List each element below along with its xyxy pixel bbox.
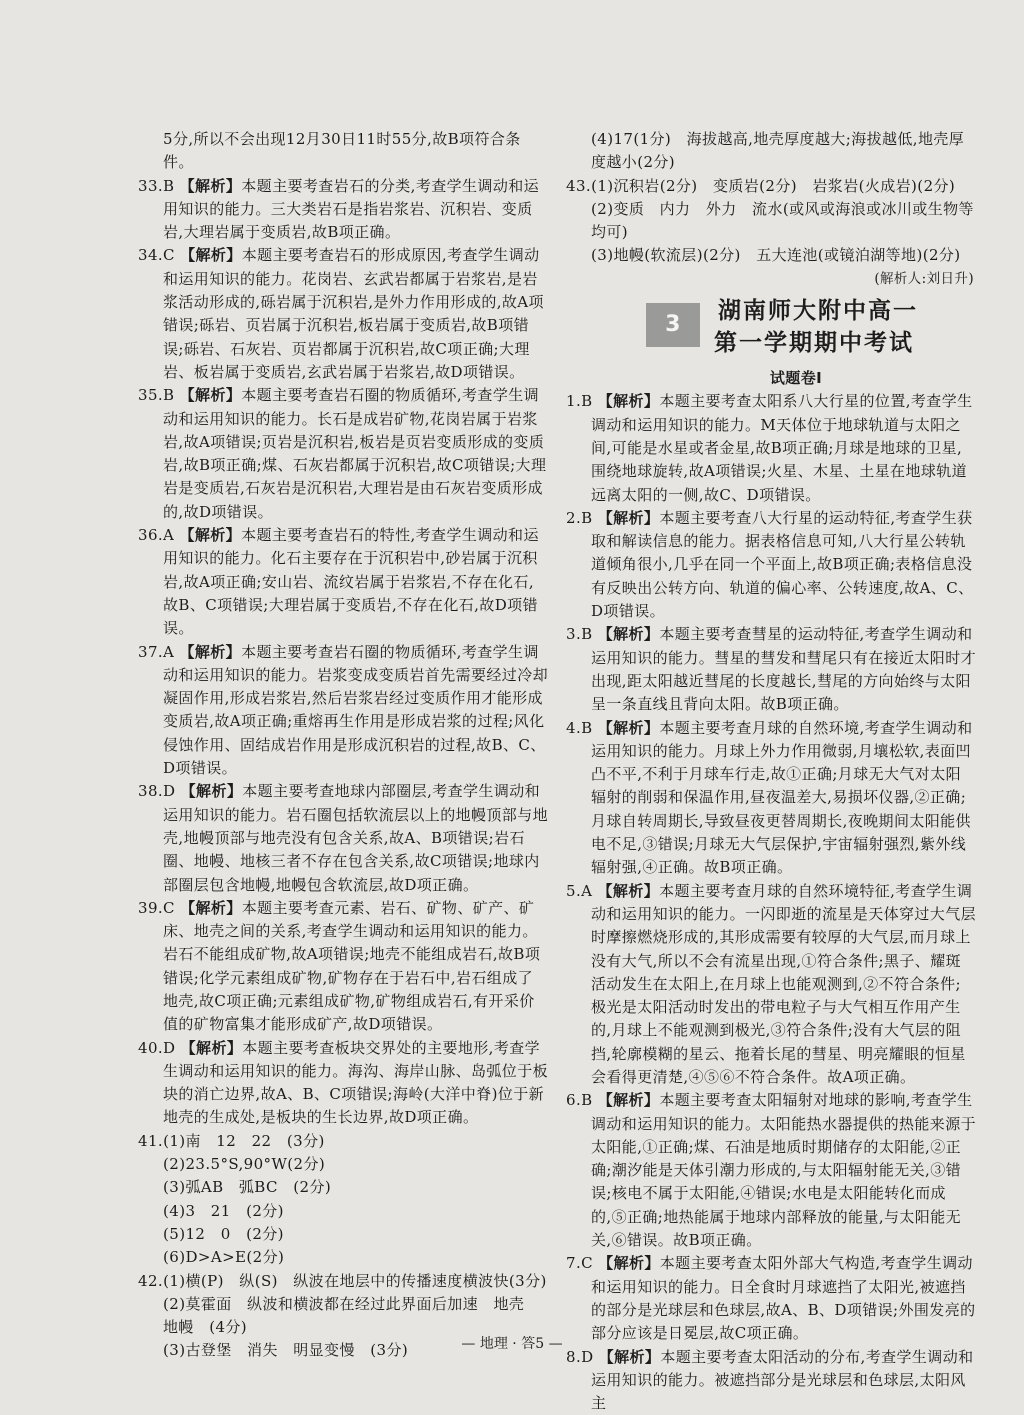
sub-answer: (4)3 21 (2分): [163, 1201, 284, 1220]
analysis-tag: 【解析】: [179, 176, 242, 195]
answer-number: 37.A: [138, 642, 175, 661]
analysis-tag: 【解析】: [597, 508, 660, 527]
analysis-tag: 【解析】: [597, 625, 660, 644]
answer-number: 38.D: [138, 782, 176, 801]
answer-text: 本题主要考查太阳外部大气构造,考查学生调动和运用知识的能力。日全食时月球遮挡了太阳光,被遮挡的部分是光球层和色球层,故A、B、D项错误;外围发亮的部分应该是日冕层,故C项正确。: [591, 1254, 976, 1343]
answer-text: 本题主要考查太阳系八大行星的位置,考查学生调动和运用知识的能力。M天体位于地球轨道与太阳之间,可能是水星或者金星,故B项正确;月球是地球的卫星,围绕地球旋转,故A项错误;火星、木星、土星在地球轨道远离太阳的一侧,故C、D项错误。: [591, 392, 973, 504]
analysis-tag: 【解析】: [179, 386, 242, 405]
answer-item: [566, 1089, 976, 1252]
answer-text: 本题主要考查岩石圈的物质循环,考查学生调动和运用知识的能力。岩浆变成变质岩首先需要经过冷却凝固作用,形成岩浆岩,然后岩浆岩经过变质作用才能形成变质岩,故A项正确;重熔再生作用是形成岩浆的过程;风化侵蚀作用、固结成岩作用是形成沉积岩的过程,故B、C、D项错误。: [163, 642, 549, 778]
sub-answer: (5)12 0 (2分): [163, 1224, 284, 1243]
section-number-badge: 3: [646, 303, 700, 347]
right-column-explanations: [566, 390, 976, 1415]
answer-text: 本题主要考查岩石的形成原因,考查学生调动和运用知识的能力。花岗岩、玄武岩都属于岩浆岩,是岩浆活动形成的,砾岩属于沉积岩,是外力作用形成的,故A项错误;砾岩、页岩属于沉积岩,板岩属于变质岩,故B项错误;砾岩、石灰岩、页岩都属于沉积岩,故C项正确;大理岩、板岩属于变质岩,玄武岩属于岩浆岩,故D项错误。: [163, 246, 544, 381]
analysis-tag: 【解析】: [597, 1091, 660, 1110]
answer-item: [138, 524, 548, 640]
answer-text: 本题主要考查月球的自然环境特征,考查学生调动和运用知识的能力。一闪即逝的流星是天体穿过大气层时摩擦燃烧形成的,其形成需要有较厚的大气层,而月球上没有大气,所以不会有流星出现,①符合条件;黑子、耀斑活动发生在太阳上,在月球上也能观测到,②不符合条件;极光是太阳活动时发出的带电粒子与大气相互作用产生的,月球上不能观测到极光,③符合条件;没有大气层的阻挡,轮廓模糊的星云、拖着长尾的彗星、明亮耀眼的恒星会看得更清楚,④⑤⑥不符合条件。故A项正确。: [591, 881, 977, 1086]
answer-item: [566, 175, 976, 198]
analysis-tag: 【解析】: [597, 718, 660, 737]
answer-item: [138, 1037, 548, 1130]
exam-section-header: [566, 295, 976, 367]
sub-answer: (2)23.5°S,90°W(2分): [163, 1155, 326, 1174]
answer-text: (1)横(P) 纵(S) 纵波在地层中的传播速度横波快(3分): [163, 1271, 547, 1290]
answer-item: [566, 880, 976, 1090]
page-footer: — 地理 · 答5 —: [461, 1336, 563, 1352]
continued-text: 5分,所以不会出现12月30日11时55分,故B项符合条件。: [163, 130, 521, 172]
answer-number: 34.C: [138, 246, 175, 265]
answer-text: 本题主要考查八大行星的运动特征,考查学生获取和解读信息的能力。据表格信息可知,八大行星公转轨道倾角很小,几乎在同一个平面上,故B项正确;表格信息没有反映出公转方向、轨道的偏心率、公转速度,故A、C、D项错误。: [591, 508, 974, 621]
answer-item: [566, 623, 976, 716]
answer-number: 35.B: [138, 386, 175, 405]
analysis-tag: 【解析】: [180, 246, 242, 265]
answer-text: 本题主要考查彗星的运动特征,考查学生调动和运用知识的能力。彗星的彗发和彗尾只有在接近太阳时才出现,距太阳越近彗尾的长度越长,彗尾的方向始终与太阳呈一条直线且背向太阳。故B项正确。: [591, 625, 977, 714]
answer-item: [566, 1346, 976, 1415]
answer-item: [138, 780, 548, 896]
answer-item: [138, 1130, 548, 1153]
answer-text: 本题主要考查太阳辐射对地球的影响,考查学生调动和运用知识的能力。太阳能热水器提供的热能来源于太阳能,①正确;煤、石油是地质时期储存的太阳能,②正确;潮汐能是天体引潮力形成的,与太阳辐射能无关,③错误;核电不属于太阳能,④错误;水电是太阳能转化而成的,⑤正确;地热能属于地球内部释放的能量,与太阳能无关,⑥错误。故B项正确。: [591, 1091, 977, 1250]
answer-number: 42.: [138, 1271, 164, 1290]
answer-number: 2.B: [566, 508, 593, 527]
answer-number: 4.B: [566, 718, 593, 737]
answer-text: 本题主要考查月球的自然环境,考查学生调动和运用知识的能力。月球上外力作用微弱,月壤松软,表面凹凸不平,不利于月球车行走,故①正确;月球无大气对太阳辐射的削弱和保温作用,昼夜温差大,易损坏仪器,②正确;月球自转周期长,导致昼夜更替周期长,夜晚期间太阳能供电不足,③错误;月球无大气层保护,宇宙辐射强烈,紫外线辐射强,④正确。故B项正确。: [591, 718, 973, 877]
answer-item: [138, 244, 548, 384]
answer-item: [138, 641, 548, 781]
answer-text: (1)南 12 22 (3分): [163, 1131, 325, 1150]
answer-number: 6.B: [566, 1091, 593, 1110]
answer-item: [566, 390, 976, 506]
paper-label: 试题卷Ⅰ: [769, 369, 823, 388]
exam-title-line2: 第一学期期中考试: [714, 330, 914, 357]
sub-answer: (4)17(1分) 海拔越高,地壳厚度越大;海拔越低,地壳厚度越小(2分): [591, 130, 965, 172]
analysis-tag: 【解析】: [179, 642, 242, 661]
answer-number: 3.B: [566, 625, 593, 644]
exam-title: [714, 295, 954, 359]
analysis-tag: 【解析】: [598, 1347, 661, 1366]
answer-item: [566, 1252, 976, 1345]
answer-number: 7.C: [566, 1254, 593, 1273]
answer-number: 5.A: [566, 881, 593, 900]
analysis-tag: 【解析】: [597, 392, 660, 411]
sub-answer: (6)D>A>E(2分): [163, 1248, 285, 1267]
answer-text: 本题主要考查板块交界处的主要地形,考查学生调动和运用知识的能力。海沟、海岸山脉、岛弧位于板块的消亡边界,故A、B、C项错误;海岭(大洋中脊)位于新地壳的生成处,是板块的生长边界,故D项正确。: [163, 1038, 549, 1127]
answer-item: [138, 175, 548, 245]
answer-item: [138, 1270, 548, 1293]
answer-number: 39.C: [138, 898, 175, 917]
answer-item: [138, 384, 548, 524]
answer-item: [566, 507, 976, 623]
right-column-answers: [566, 128, 976, 268]
answer-text: 本题主要考查元素、岩石、矿物、矿产、矿床、地壳之间的关系,考查学生调动和运用知识的能力。岩石不能组成矿物,故A项错误;地壳不能组成岩石,故B项错误;化学元素组成矿物,矿物存在于岩石中,岩石组成了地壳,故C项正确;元素组成矿物,矿物组成岩石,有开采价值的矿物富集才能形成矿产,故D项错误。: [163, 898, 541, 1034]
sub-answer: (2)莫霍面 纵波和横波都在经过此界面后加速 地壳 地幔 (4分): [163, 1294, 540, 1337]
answer-text: 本题主要考查地球内部圈层,考查学生调动和运用知识的能力。岩石圈包括软流层以上的地幔顶部与地壳,地幔顶部与地壳没有包含关系,故A、B项错误;岩石圈、地幔、地核三者不存在包含关系,故C项错误;地球内部圈层包含地幔,地幔包含软流层,故D项正确。: [163, 782, 549, 894]
answer-text: 本题主要考查岩石的分类,考查学生调动和运用知识的能力。三大类岩石是指岩浆岩、沉积岩、变质岩,大理岩属于变质岩,故B项正确。: [163, 176, 540, 242]
answer-number: 40.D: [138, 1038, 176, 1057]
analysis-tag: 【解析】: [597, 881, 660, 900]
answer-text: 本题主要考查岩石的特性,考查学生调动和运用知识的能力。化石主要存在于沉积岩中,砂岩属于沉积岩,故A项正确;安山岩、流纹岩属于岩浆岩,不存在化石,故B、C项错误;大理岩属于变质岩,不存在化石,故D项错误。: [163, 526, 539, 638]
answer-number: 41.: [138, 1131, 164, 1150]
sub-answer: (3)地幔(软流层)(2分) 五大连池(或镜泊湖等地)(2分): [591, 246, 961, 265]
answer-number: 36.A: [138, 526, 175, 545]
answer-text: (1)沉积岩(2分) 变质岩(2分) 岩浆岩(火成岩)(2分): [591, 176, 956, 195]
answer-text: 本题主要考查岩石圈的物质循环,考查学生调动和运用知识的能力。长石是成岩矿物,花岗岩属于岩浆岩,故A项错误;页岩是沉积岩,板岩是页岩变质形成的变质岩,故B项正确;煤、石灰岩都属于沉积岩,故C项错误;大理岩是变质岩,石灰岩是沉积岩,大理岩是由石灰岩变质形成的,故D项错误。: [163, 386, 547, 521]
sub-answer: (3)古登堡 消失 明显变慢 (3分): [163, 1341, 409, 1360]
analysis-tag: 【解析】: [179, 526, 242, 545]
analysis-tag: 【解析】: [180, 1038, 243, 1057]
analysis-tag: 【解析】: [180, 782, 243, 801]
left-column: [138, 128, 548, 1363]
answer-item: [566, 717, 976, 880]
sub-answer: (2)变质 内力 外力 流水(或风或海浪或冰川或生物等均可): [591, 199, 974, 242]
answer-item: [138, 897, 548, 1037]
answer-text: 本题主要考查太阳活动的分布,考查学生调动和运用知识的能力。被遮挡部分是光球层和色球层,太阳风主: [591, 1347, 974, 1413]
analysis-tag: 【解析】: [598, 1254, 660, 1273]
analysis-tag: 【解析】: [180, 898, 242, 917]
answer-number: 43.: [566, 176, 592, 195]
right-column: [566, 128, 976, 1415]
analyst-credit: (解析人:刘日升): [874, 270, 974, 287]
sub-answer: (3)弧AB 弧BC (2分): [163, 1178, 332, 1197]
answer-number: 33.B: [138, 176, 175, 195]
answer-number: 8.D: [566, 1347, 594, 1366]
answer-number: 1.B: [566, 392, 593, 411]
exam-title-line1: 湖南师大附中高一: [718, 298, 918, 325]
